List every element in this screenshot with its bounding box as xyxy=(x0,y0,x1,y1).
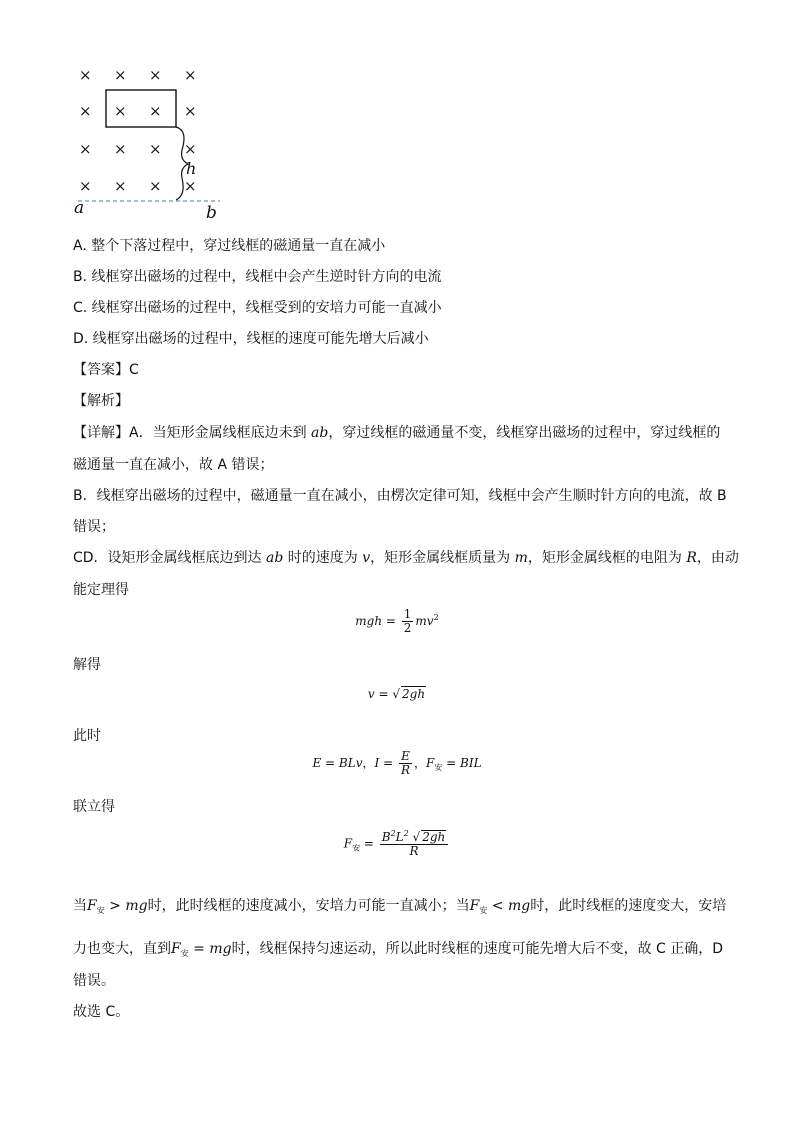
detail-p3-line1 xyxy=(73,547,739,567)
cross-mark: × xyxy=(184,140,197,158)
option-c: C. 线框穿出磁场的过程中，线框受到的安培力可能一直减小 xyxy=(73,300,442,316)
var-v: v xyxy=(362,550,371,566)
equation-ampere-force: $F_安$ = $\frac{B^2L^2 √ 2gh}{R}$ xyxy=(0,830,794,858)
label-a: a xyxy=(74,198,85,218)
cross-mark: × xyxy=(184,177,197,195)
cross-mark: × xyxy=(79,177,92,195)
cross-mark: × xyxy=(184,102,197,120)
detail-tag: 【详解】 xyxy=(73,425,129,441)
at-this-label: 此时 xyxy=(73,728,101,744)
cross-mark: × xyxy=(114,66,127,84)
cross-mark: × xyxy=(149,66,162,84)
analysis-tag: 【解析】 xyxy=(73,393,129,409)
conclusion-text: 时，线框保持匀速运动，所以此时线框的速度可能先增大后不变，故 C 正确，D xyxy=(231,941,724,957)
detail-p2-line1: B．线框穿出磁场的过程中，磁通量一直在减小，由楞次定律可知，线框中会产生顺时针方向的电流，故 B xyxy=(73,488,727,504)
label-b: b xyxy=(206,203,217,223)
conclusion-text: 时，此时线框的速度变大，安培 xyxy=(530,898,727,914)
detail-text: ，由动 xyxy=(696,550,739,566)
answer-line xyxy=(73,359,139,379)
detail-p1-line1 xyxy=(73,422,720,442)
cross-mark: × xyxy=(184,66,197,84)
detail-p2-line2: 错误； xyxy=(73,519,115,535)
cross-mark: × xyxy=(149,102,162,120)
var-m: m xyxy=(514,550,528,566)
cross-mark: × xyxy=(114,102,127,120)
var-ab: ab xyxy=(311,425,329,441)
conclusion-line3: 错误。 xyxy=(73,973,115,989)
var-ab: ab xyxy=(266,550,284,566)
conclusion-text: 时，此时线框的速度减小，安培力可能一直减小；当 xyxy=(147,898,470,914)
detail-p1-line2: 磁通量一直在减小，故 A 错误； xyxy=(73,457,274,473)
solve-label: 解得 xyxy=(73,657,101,673)
detail-text: ，矩形金属线框质量为 xyxy=(370,550,515,566)
conclusion-text: 力也变大，直到 xyxy=(73,941,171,957)
magnetic-field-figure xyxy=(70,60,230,225)
cross-mark: × xyxy=(79,140,92,158)
final-choice: 故选 C。 xyxy=(73,1004,130,1020)
detail-text: CD．设矩形金属线框底边到达 xyxy=(73,550,267,566)
equation-energy: mgh = $\frac{1}{2}$ $mv^2$ xyxy=(355,607,439,636)
label-h: h xyxy=(186,159,197,178)
combine-label: 联立得 xyxy=(73,799,115,815)
detail-text: A．当矩形金属线框底边未到 xyxy=(129,425,312,441)
cross-mark: × xyxy=(79,102,92,120)
detail-text: ，穿过线框的磁通量不变，线框穿出磁场的过程中，穿过线框的 xyxy=(328,425,721,441)
detail-p3-line2: 能定理得 xyxy=(73,582,129,598)
cross-mark: × xyxy=(79,66,92,84)
cross-mark: × xyxy=(114,177,127,195)
equation-emf-current-force: E = BLv，I = $\frac{E}{R}$ ，$F_安$ = BIL xyxy=(312,749,482,778)
conclusion-line1: 当$F_安$ > mg时，此时线框的速度减小，安培力可能一直减小；当$F_安$ < mg时，此时线框的速度变大，安培 xyxy=(73,898,727,915)
answer-value: C xyxy=(129,362,139,378)
cross-mark: × xyxy=(149,177,162,195)
cross-mark: × xyxy=(114,140,127,158)
option-a: A. 整个下落过程中，穿过线框的磁通量一直在减小 xyxy=(73,238,386,254)
detail-text: 时的速度为 xyxy=(283,550,363,566)
conclusion-text: 当 xyxy=(73,898,87,914)
option-d: D. 线框穿出磁场的过程中，线框的速度可能先增大后减小 xyxy=(73,331,429,347)
cross-mark: × xyxy=(149,140,162,158)
detail-text: ，矩形金属线框的电阻为 xyxy=(527,550,687,566)
option-b: B. 线框穿出磁场的过程中，线框中会产生逆时针方向的电流 xyxy=(73,269,442,285)
conclusion-line2: 力也变大，直到$F_安$ = mg时，线框保持匀速运动，所以此时线框的速度可能先增大后不变，故 C 正确，D xyxy=(73,941,724,958)
equation-velocity: v = √ 2gh xyxy=(367,687,426,701)
answer-tag: 【答案】 xyxy=(73,362,129,378)
var-R: R xyxy=(686,550,697,566)
